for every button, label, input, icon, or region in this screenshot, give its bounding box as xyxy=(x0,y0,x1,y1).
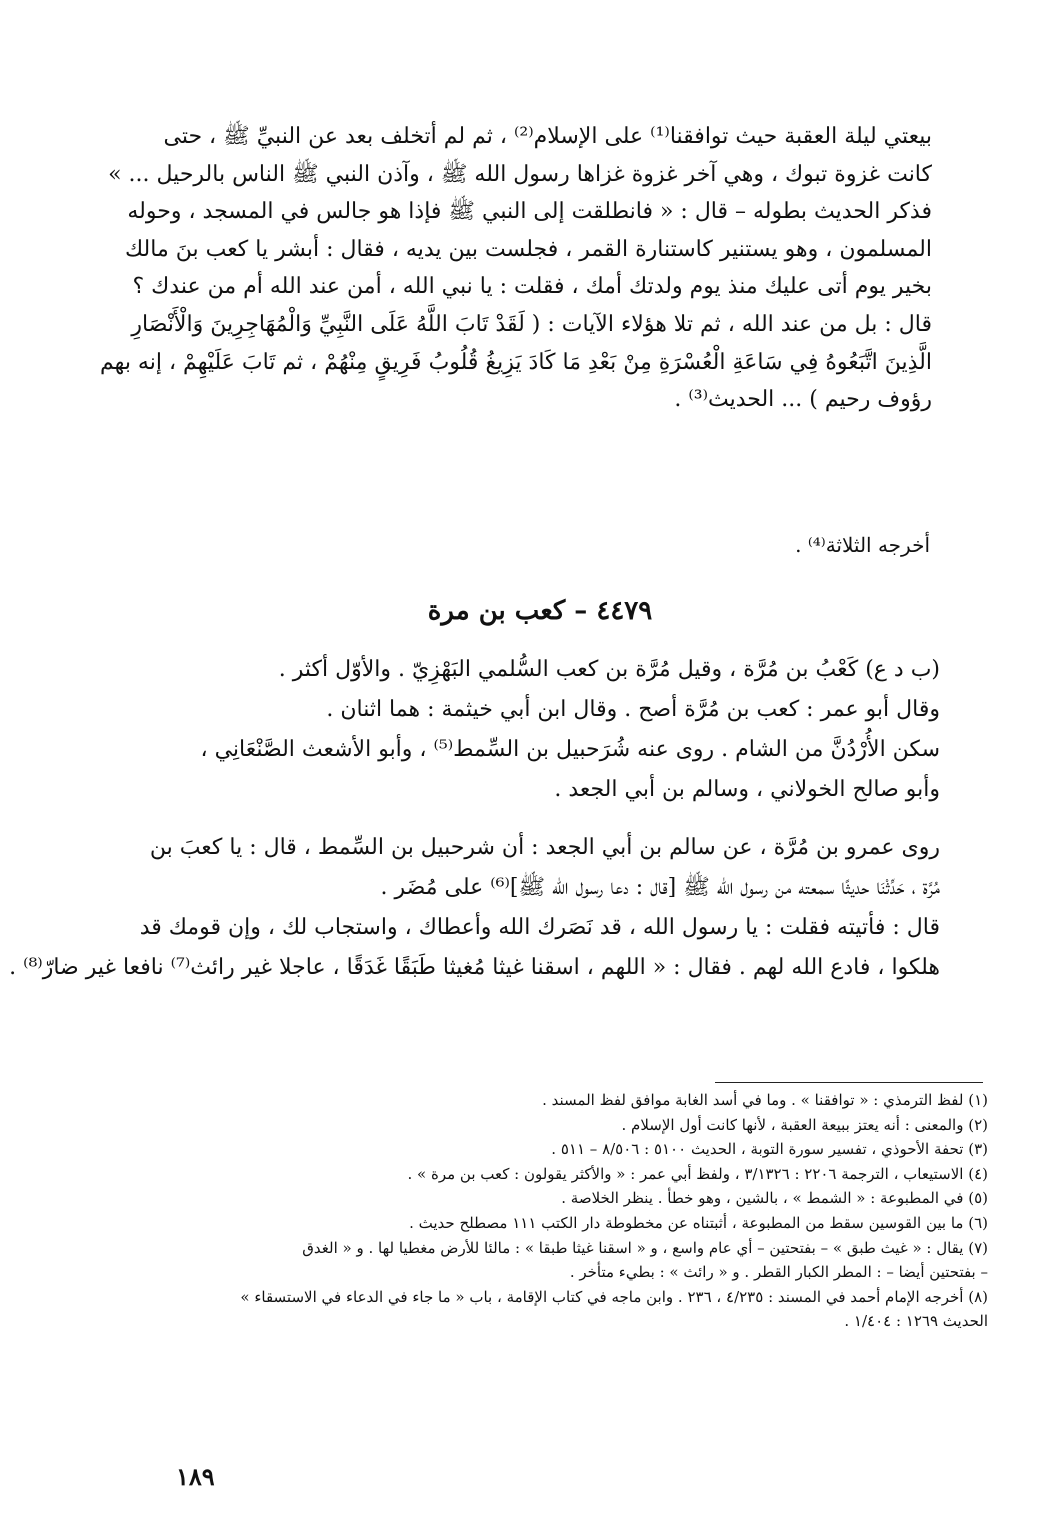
footnote-line: (٦) ما بين القوسين سقط من المطبوعة ، أثبتناه عن مخطوطة دار الكتب ١١١ مصطلح حديث . xyxy=(409,1213,988,1232)
entry-heading: ٤٤٧٩ – كعب بن مرة xyxy=(427,596,653,626)
footnote-line: الحديث ١٢٦٩ : ١/٤٠٤ . xyxy=(844,1312,988,1331)
footnote-line: (٥) في المطبوعة : « الشمط » ، بالشين ، وهو خطأ . ينظر الخلاصة . xyxy=(561,1189,988,1208)
intro-paragraph xyxy=(100,118,932,419)
footnote-divider xyxy=(715,1082,983,1083)
footnotes xyxy=(108,1088,988,1334)
text-line: الَّذِينَ اتَّبَعُوهُ فِي سَاعَةِ الْعُسْرَةِ مِنْ بَعْدِ مَا كَادَ يَزِيغُ قُلُوبُ فَرِيقٍ مِنْهُمْ ، ثم تَابَ عَلَيْهِمْ ، إنه بهم xyxy=(100,349,932,375)
text-line: روى عمرو بن مُرَّة ، عن سالم بن أبي الجعد : أن شرحبيل بن السِّمط ، قال : يا كعبَ بن xyxy=(149,835,940,860)
text-line: وقال أبو عمر : كعب بن مُرَّة أصح . وقال ابن أبي خيثمة : هما اثنان . xyxy=(326,697,940,722)
text-line: هلكوا ، فادع الله لهم . فقال : « اللهم ، اسقنا غيثا مُغيثا طَبَقًا غَدَقًا ، عاجلا غير رائث⁽⁷⁾ نافعا غير ضارّ⁽⁸⁾ . xyxy=(9,955,940,980)
footnote-line: (١) لفظ الترمذي : « توافقنا » . وما في أسد الغابة موافق لفظ المسند . xyxy=(542,1091,988,1109)
text-line: مُرَّة ، حَدِّثْنَا حديثًا سمعته من رسول الله ﷺ [قال : دعا رسول الله ﷺ]⁽⁶⁾ على مُضَر . xyxy=(380,875,940,900)
footnote-line: (٧) يقال : « غيث طبق » – بفتحتين – أي عام واسع ، و « اسقنا غيثا طبقا » : مالئا للأرض مغطيا لها . و « الغدق xyxy=(302,1238,988,1257)
text-line: كانت غزوة تبوك ، وهي آخر غزوة غزاها رسول الله ﷺ ، وآذن النبي ﷺ الناس بالرحيل ... » xyxy=(108,161,932,187)
text-line: وأبو صالح الخولاني ، وسالم بن أبي الجعد . xyxy=(554,777,940,802)
text-line: بخير يوم أتى عليك منذ يوم ولدتك أمك ، فقلت : يا نبي الله ، أمن عند الله أم من عندك ؟ xyxy=(132,274,932,300)
takhrij-line: أخرجه الثلاثة⁽⁴⁾ . xyxy=(795,533,930,557)
text-line: رؤوف رحيم ) ... الحديث⁽³⁾ . xyxy=(674,387,932,413)
paragraph-gap xyxy=(140,810,940,828)
footnote-line: (٢) والمعنى : أنه يعتز ببيعة العقبة ، لأنها كانت أول الإسلام . xyxy=(621,1115,988,1134)
text-line: المسلمون ، وهو يستنير كاستنارة القمر ، فجلست بين يديه ، فقال : أبشر يا كعب بنَ مالك xyxy=(125,236,932,262)
text-line: بيعتي ليلة العقبة حيث توافقنا⁽¹⁾ على الإسلام⁽²⁾ ، ثم لم أتخلف بعد عن النبيِّ ﷺ ، حتى xyxy=(163,124,932,149)
text-line: (ب د ع) كَعْبُ بن مُرَّة ، وقيل مُرَّة بن كعب السُّلمي البَهْزِيّ . والأوّل أكثر . xyxy=(278,657,940,682)
entry-body xyxy=(9,650,940,988)
footnote-line: (٤) الاستيعاب ، الترجمة ٢٢٠٦ : ٣/١٣٢٦ ، ولفظ أبي عمر : « والأكثر يقولون : كعب بن مرة » . xyxy=(407,1164,988,1183)
page-number: ١٨٩ xyxy=(176,1462,215,1491)
footnote-line: (٨) أخرجه الإمام أحمد في المسند : ٤/٢٣٥ ، ٢٣٦ . وابن ماجه في كتاب الإقامة ، باب « ما جاء في الدعاء في الاستسقاء » xyxy=(240,1287,988,1306)
text-line: قال : بل من عند الله ، ثم تلا هؤلاء الآيات : ( لَقَدْ تَابَ اللَّهُ عَلَى النَّبِيِّ وَالْمُهَاجِرِينَ وَالْأَنْصَارِ xyxy=(131,311,932,337)
text-line: فذكر الحديث بطوله – قال : « فانطلقت إلى النبي ﷺ فإذا هو جالس في المسجد ، وحوله xyxy=(127,199,932,225)
text-line: قال : فأتيته فقلت : يا رسول الله ، قد نَصَرك الله وأعطاك ، واستجاب لك ، وإن قومك قد xyxy=(139,915,940,940)
footnote-line: (٣) تحفة الأحوذي ، تفسير سورة التوبة ، الحديث ٥١٠٠ : ٨/٥٠٦ – ٥١١ . xyxy=(551,1140,988,1159)
text-line: سكن الأُرْدُنَّ من الشام . روى عنه شُرَحبيل بن السِّمط⁽⁵⁾ ، وأبو الأشعث الصَّنْعَانِي ، xyxy=(200,737,940,762)
footnote-line: – بفتحتين أيضا – : المطر الكبار القطر . و « رائث » : بطيء متأخر . xyxy=(569,1263,988,1282)
